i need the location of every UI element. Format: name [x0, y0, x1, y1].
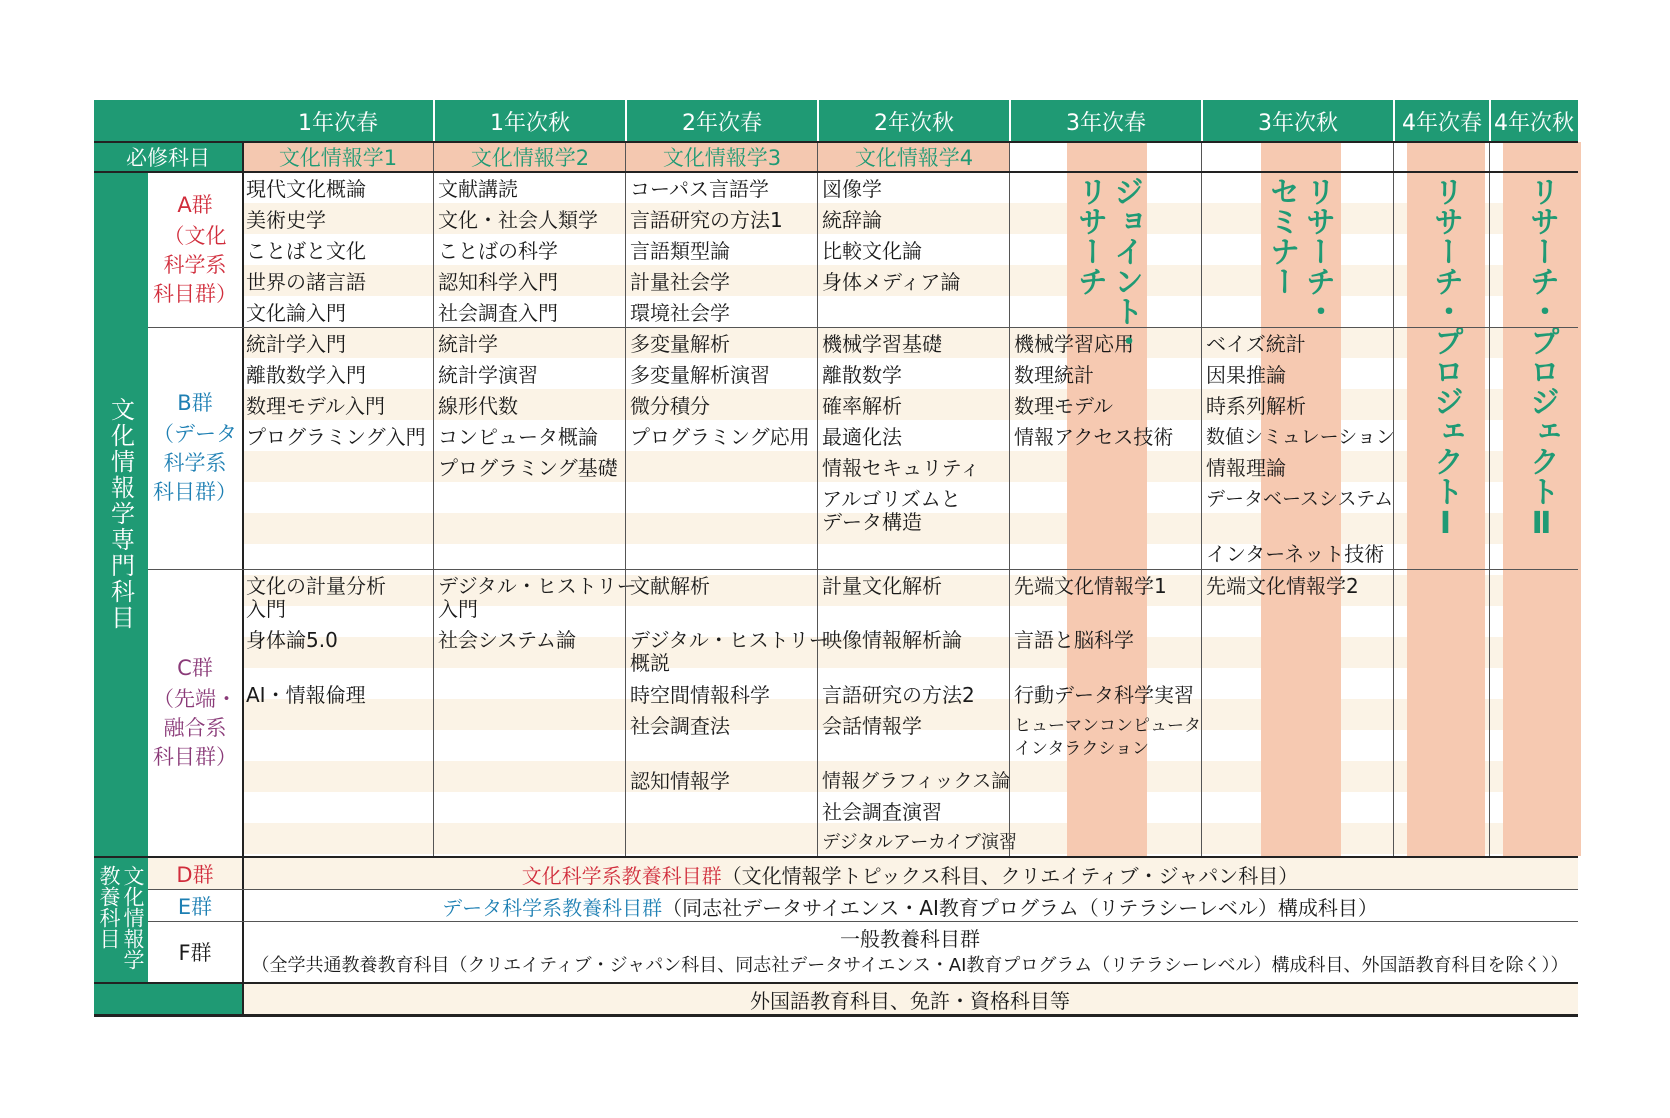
year-header-6: 3年次秋: [1258, 110, 1338, 136]
a-col2-item-4: 認知科学入門: [438, 270, 558, 294]
group-e-sub: （同志社データサイエンス・AI教育プログラム（リテラシーレベル）構成科目）: [662, 895, 1378, 920]
b-col3-item-4: プログラミング応用: [630, 425, 810, 449]
a-col1-item-3: ことばと文化: [246, 239, 366, 263]
c-col1-item-3: 身体論5.0: [246, 628, 338, 652]
b-col4-item-5: 情報セキュリティ: [822, 456, 980, 480]
a-col2-item-3: ことばの科学: [438, 239, 558, 263]
group-b-desc-1: （データ: [153, 422, 237, 446]
c-col3-item-2: デジタル・ヒストリー: [630, 628, 829, 652]
c-col4-item-7: デジタルアーカイブ演習: [822, 832, 1017, 853]
b-col5-item-4: 情報アクセス技術: [1014, 425, 1174, 449]
b-col6-item-4: 数値シミュレーション: [1206, 426, 1395, 448]
group-c-cell: [148, 569, 242, 856]
b-col3-item-3: 微分積分: [630, 394, 710, 418]
a-col3-item-1: コーパス言語学: [630, 177, 769, 201]
footer-text: 外国語教育科目、免許・資格科目等: [750, 988, 1070, 1013]
group-a-desc-2: 科学系: [163, 252, 227, 277]
major-label-cell: [94, 172, 148, 856]
required-course-3: 文化情報学3: [626, 142, 818, 172]
b-col6-item-1: ベイズ統計: [1206, 332, 1306, 356]
group-c-desc-2: 融合系: [163, 715, 227, 740]
group-b-desc-3: 科目群）: [153, 480, 237, 504]
group-c-desc-3: 科目群）: [153, 744, 237, 769]
c-col2-item-3: 社会システム論: [438, 628, 576, 652]
b-col5-item-3: 数理モデル: [1014, 394, 1113, 418]
b-col1-item-4: プログラミング入門: [246, 425, 426, 449]
c-col1-item-1: 文化の計量分析: [246, 574, 386, 598]
a-col1-item-2: 美術史学: [246, 208, 326, 232]
a-col2-item-5: 社会調査入門: [438, 301, 558, 325]
c-col4-item-2: 映像情報解析論: [822, 628, 962, 652]
a-col3-item-2: 言語研究の方法1: [630, 208, 783, 232]
year-header-8: 4年次秋: [1494, 110, 1574, 136]
group-e-title: E群: [177, 895, 213, 919]
c-col5-item-3: 行動データ科学実習: [1014, 683, 1194, 707]
year-header-1: 1年次春: [298, 110, 378, 136]
b-col2-item-2: 統計学演習: [438, 363, 538, 387]
year-header-5: 3年次春: [1066, 110, 1146, 136]
b-col4-item-7: データ構造: [822, 510, 922, 534]
b-col1-item-3: 数理モデル入門: [246, 394, 385, 418]
c-col2-item-2: 入門: [438, 597, 478, 621]
group-f-row: [242, 922, 1578, 982]
group-b-cell: [148, 327, 242, 569]
b-col4-item-3: 確率解析: [822, 394, 902, 418]
footer-row: [242, 984, 1578, 1014]
c-col3-item-1: 文献解析: [630, 574, 710, 598]
a-col1-item-4: 世界の諸言語: [246, 270, 366, 294]
liberal-label: 文化情報学教養科目: [97, 865, 145, 970]
research-project-1: リサーチ・プロジェクトⅠ: [1428, 176, 1463, 541]
c-col2-item-1: デジタル・ヒストリー: [438, 574, 637, 598]
c-col6-item-1: 先端文化情報学2: [1206, 574, 1359, 598]
required-course-2: 文化情報学2: [434, 142, 626, 172]
group-a-desc-1: （文化: [163, 223, 227, 248]
joint-research-line-2: リサーチ: [1072, 176, 1107, 296]
required-course-4: 文化情報学4: [818, 142, 1010, 172]
c-col4-item-1: 計量文化解析: [822, 574, 942, 598]
c-col4-item-6: 社会調査演習: [822, 800, 942, 824]
research-project-2: リサーチ・プロジェクトⅡ: [1524, 176, 1559, 541]
group-a-title: A群: [177, 192, 213, 217]
b-col4-item-1: 機械学習基礎: [822, 332, 942, 356]
a-col4-item-1: 図像学: [822, 177, 882, 201]
b-col5-item-2: 数理統計: [1014, 363, 1094, 387]
group-e-main: データ科学系教養科目群: [442, 895, 663, 920]
research-seminar-line-1: リサーチ・: [1300, 176, 1335, 326]
c-col3-item-3: 概説: [630, 651, 670, 675]
b-col6-item-6: データベースシステム: [1206, 488, 1394, 510]
year-header-7: 4年次春: [1402, 110, 1482, 136]
c-col4-item-4: 会話情報学: [822, 714, 922, 738]
b-col2-item-4: コンピュータ概論: [438, 425, 598, 449]
joint-research-line-1: ジョイント・: [1108, 176, 1143, 356]
b-col1-item-1: 統計学入門: [246, 332, 346, 356]
c-col4-item-3: 言語研究の方法2: [822, 683, 975, 707]
group-a-cell: [148, 172, 242, 327]
year-header-3: 2年次春: [682, 110, 762, 136]
group-d-main: 文化科学系教養科目群: [521, 863, 722, 888]
a-col4-item-2: 統辞論: [822, 208, 882, 232]
group-d-title-cell: [148, 858, 242, 890]
group-f-sub: （全学共通教養教育科目（クリエイティブ・ジャパン科目、同志社データサイエンス・AI教育プログラム（リテラシーレベル）構成科目、外国語教育科目を除く））: [251, 955, 1569, 976]
group-d-row: [242, 858, 1578, 890]
b-col6-item-3: 時系列解析: [1206, 394, 1306, 418]
c-col1-item-4: AI・情報倫理: [246, 683, 366, 707]
footer-label-cell: [94, 984, 242, 1014]
group-f-title-cell: [148, 922, 242, 982]
c-col5-item-1: 先端文化情報学1: [1014, 574, 1167, 598]
b-col4-item-6: アルゴリズムと: [822, 487, 961, 511]
b-col4-item-2: 離散数学: [822, 363, 902, 387]
b-col1-item-2: 離散数学入門: [246, 363, 366, 387]
b-col6-item-7: インターネット技術: [1206, 542, 1385, 566]
b-col6-item-5: 情報理論: [1206, 456, 1286, 480]
c-col5-item-4: ヒューマンコンピュータ: [1014, 716, 1201, 736]
b-col4-item-4: 最適化法: [822, 425, 902, 449]
a-col4-item-4: 身体メディア論: [822, 270, 961, 294]
research-seminar-line-2: セミナー: [1264, 176, 1299, 296]
group-b-title: B群: [177, 391, 213, 415]
b-col2-item-1: 統計学: [438, 332, 498, 356]
group-d-sub: （文化情報学トピックス科目、クリエイティブ・ジャパン科目）: [721, 863, 1299, 888]
a-col2-item-2: 文化・社会人類学: [438, 208, 598, 232]
group-e-title-cell: [148, 890, 242, 922]
a-col3-item-4: 計量社会学: [630, 270, 730, 294]
year-header-2: 1年次秋: [490, 110, 570, 136]
c-col3-item-4: 時空間情報科学: [630, 683, 770, 707]
major-label: 文化情報学専門科目: [106, 397, 135, 631]
group-e-row: [242, 890, 1578, 922]
a-col1-item-1: 現代文化概論: [246, 177, 366, 201]
group-f-main: 一般教養科目群: [840, 927, 980, 951]
c-col3-item-5: 社会調査法: [630, 714, 730, 738]
liberal-label-cell: [94, 858, 148, 982]
a-col3-item-3: 言語類型論: [630, 239, 730, 263]
a-col2-item-1: 文献講読: [438, 177, 518, 201]
b-col5-item-1: 機械学習応用: [1014, 332, 1134, 356]
group-f-title: F群: [178, 941, 212, 965]
group-b-desc-2: 科学系: [163, 451, 227, 475]
c-col5-item-5: インタラクション: [1014, 739, 1149, 759]
required-label: 必修科目: [94, 142, 242, 172]
required-course-1: 文化情報学1: [242, 142, 434, 172]
b-col2-item-3: 線形代数: [438, 394, 518, 418]
group-c-desc-1: （先端・: [153, 686, 237, 711]
c-col5-item-2: 言語と脳科学: [1014, 628, 1134, 652]
a-col1-item-5: 文化論入門: [246, 301, 346, 325]
b-col6-item-2: 因果推論: [1206, 363, 1286, 387]
b-col3-item-2: 多変量解析演習: [630, 363, 770, 387]
b-col2-item-5: プログラミング基礎: [438, 456, 618, 480]
a-col3-item-5: 環境社会学: [630, 301, 730, 325]
b-col3-item-1: 多変量解析: [630, 332, 730, 356]
a-col4-item-3: 比較文化論: [822, 239, 922, 263]
group-d-title: D群: [176, 863, 214, 887]
year-header-4: 2年次秋: [874, 110, 954, 136]
c-col4-item-5: 情報グラフィックス論: [822, 770, 1011, 792]
c-col3-item-6: 認知情報学: [630, 769, 730, 793]
group-c-title: C群: [177, 655, 213, 680]
header-corner: [94, 100, 242, 142]
c-col1-item-2: 入門: [246, 597, 286, 621]
group-a-desc-3: 科目群）: [153, 281, 237, 306]
